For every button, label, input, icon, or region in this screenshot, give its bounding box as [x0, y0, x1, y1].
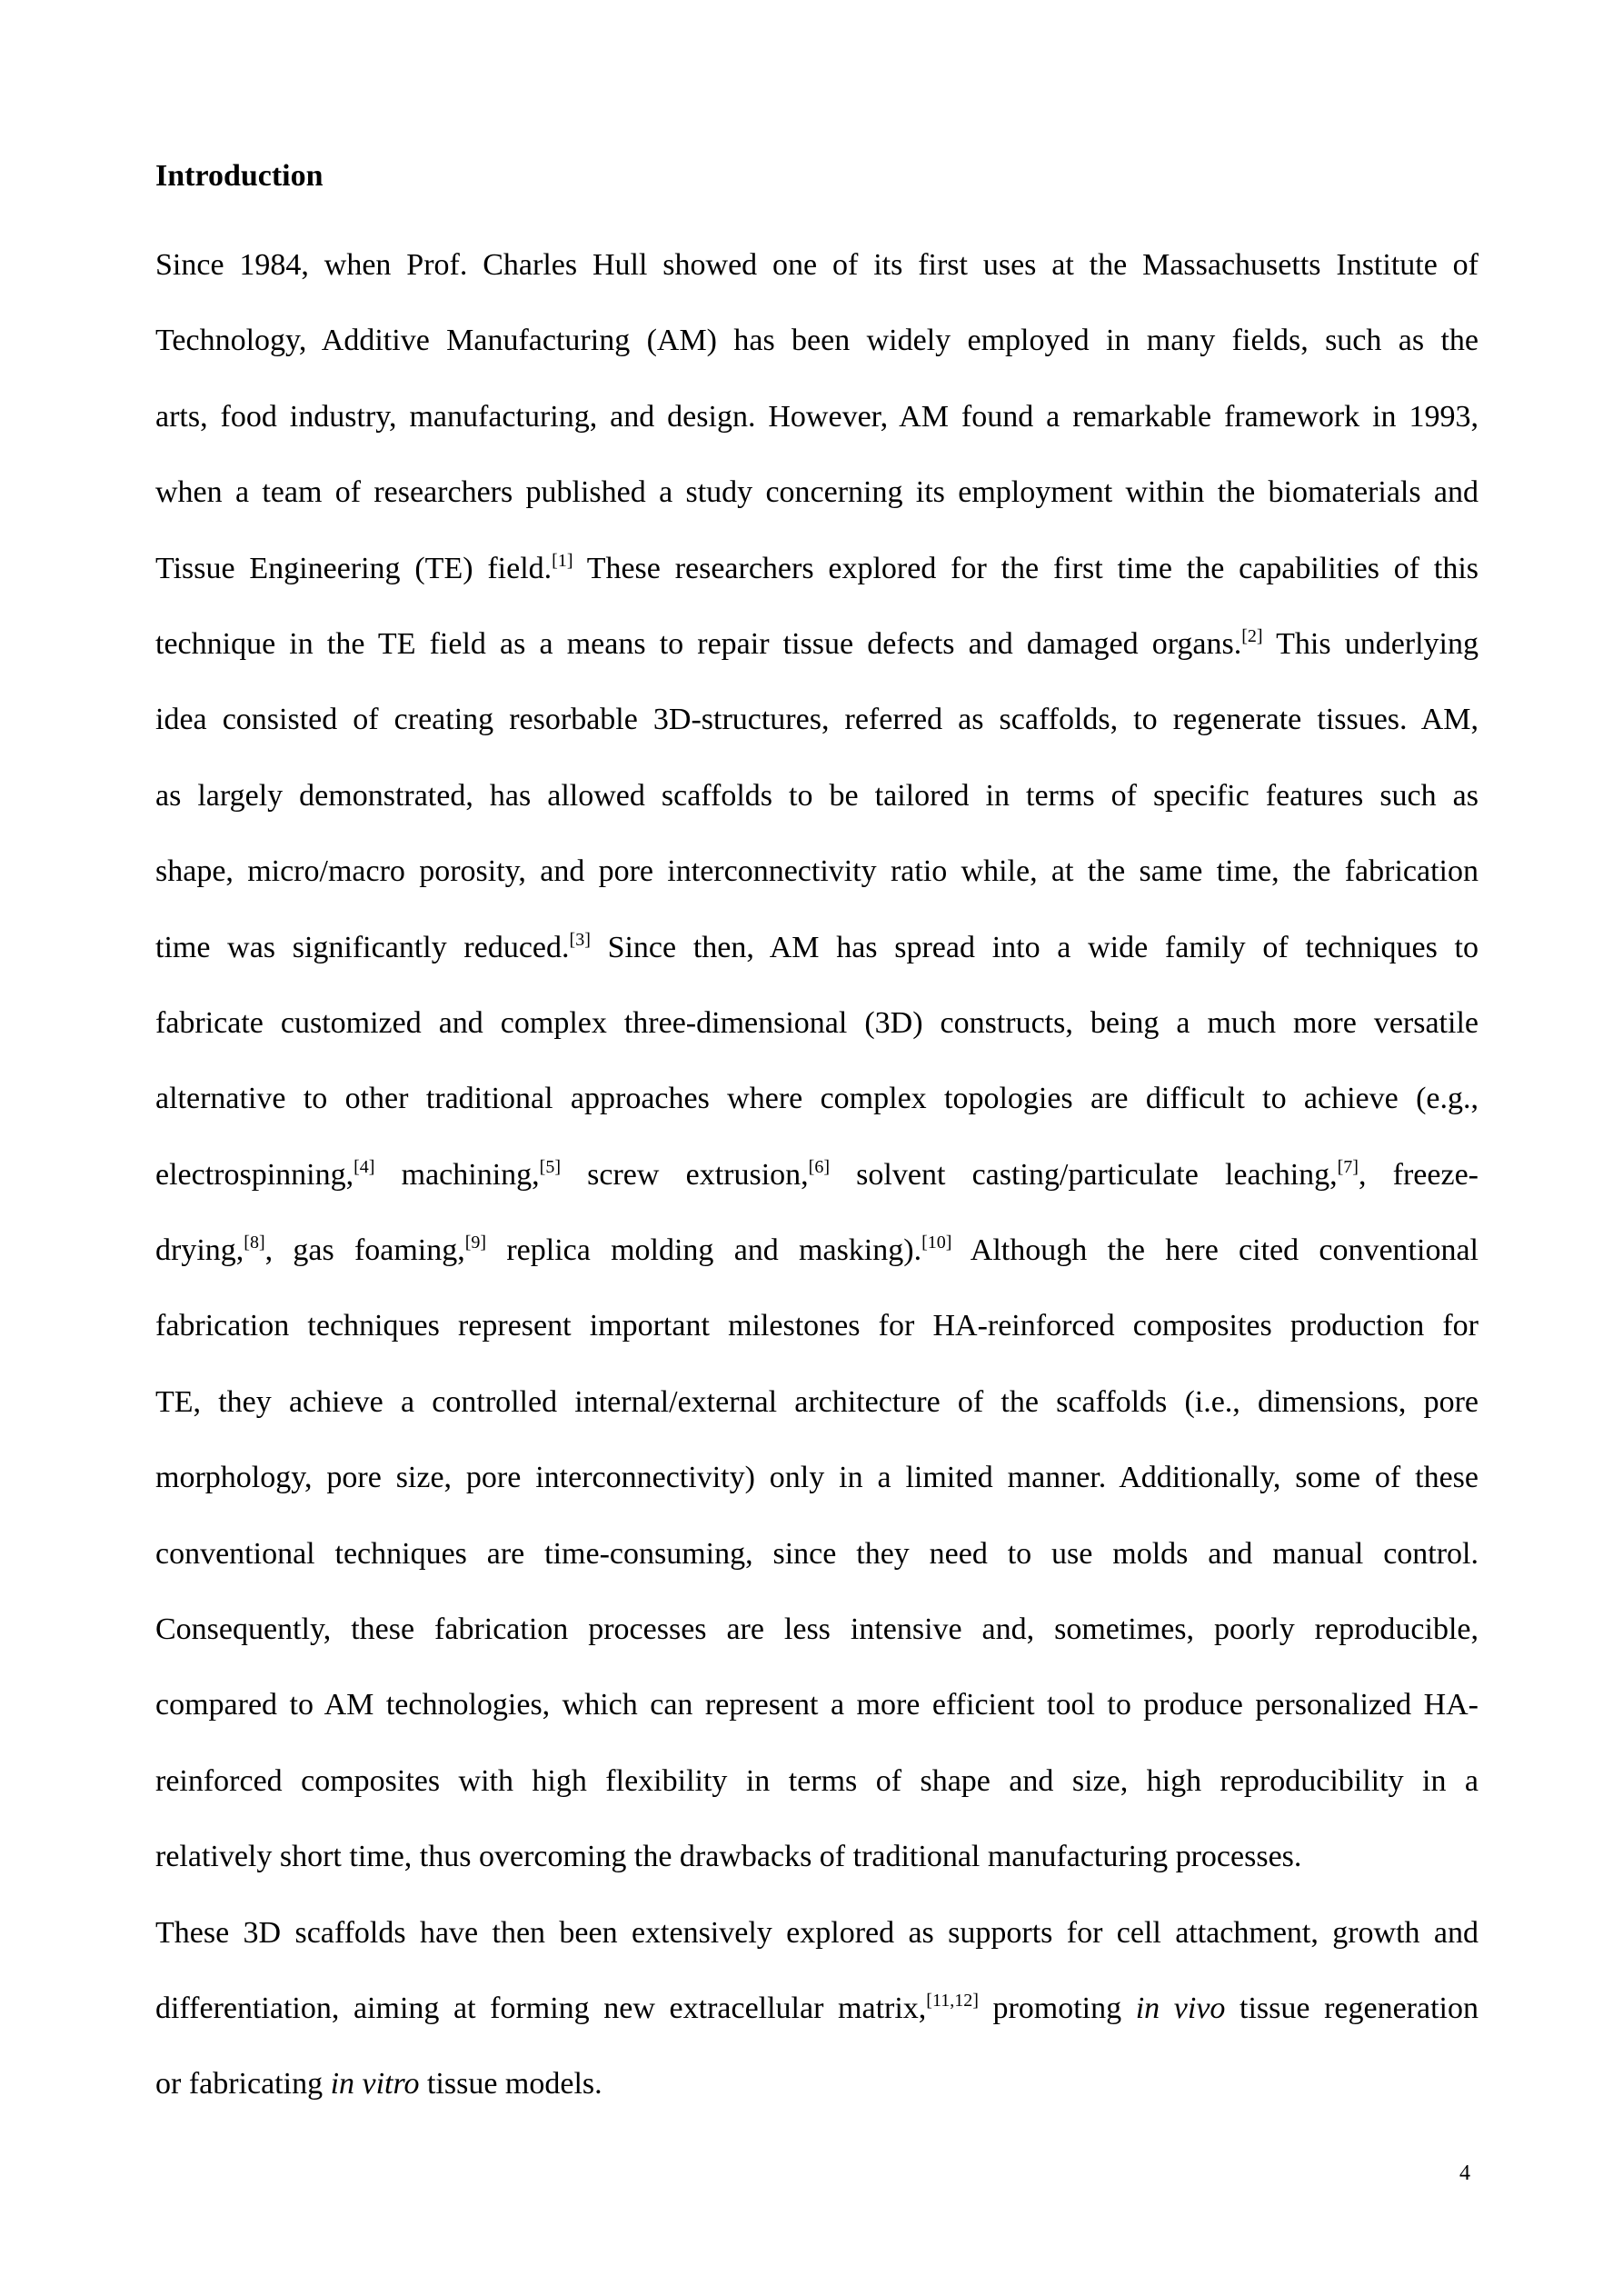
text-line [155, 1683, 1479, 1759]
text-line [155, 319, 1479, 394]
text-segment: Since 1984, when Prof. Charles Hull showed one of its first uses at the Massachusetts Institute of [155, 248, 1479, 282]
text-segment: machining, [374, 1157, 540, 1192]
text-segment: electrospinning, [155, 1157, 354, 1192]
text-line [155, 1456, 1479, 1532]
text-line [155, 850, 1479, 925]
text-line [155, 471, 1479, 546]
text-line [155, 1002, 1479, 1077]
text-line [155, 1987, 1479, 2062]
text-segment: replica molding and masking). [486, 1233, 922, 1268]
text-line [155, 1077, 1479, 1153]
text-segment: compared to AM technologies, which can represent a more efficient tool to produce personalized HA- [155, 1688, 1479, 1722]
text-segment: conventional techniques are time-consuming, since they need to use molds and manual control. [155, 1536, 1479, 1571]
text-segment: when a team of researchers published a study concerning its employment within the biomaterials and [155, 475, 1479, 510]
text-line [155, 1304, 1479, 1380]
citation-marker: [8] [244, 1233, 265, 1253]
text-segment: or fabricating [155, 2067, 331, 2101]
text-segment: tissue regeneration [1225, 1991, 1479, 2025]
text-segment: drying, [155, 1233, 244, 1268]
text-segment: alternative to other traditional approaches where complex topologies are difficult to achieve (e.g., [155, 1082, 1479, 1116]
text-segment: , freeze- [1358, 1157, 1479, 1192]
citation-marker: [9] [464, 1233, 487, 1253]
text-segment: reinforced composites with high flexibility in terms of shape and size, high reproducibility in a [155, 1763, 1479, 1798]
citation-marker: [3] [569, 929, 591, 950]
text-segment: TE, they achieve a controlled internal/external architecture of the scaffolds (i.e., dimensions, pore [155, 1384, 1479, 1419]
text-segment: Consequently, these fabrication processes are less intensive and, sometimes, poorly reproducible, [155, 1612, 1479, 1647]
text-line [155, 698, 1479, 774]
citation-marker: [4] [353, 1156, 375, 1177]
text-line [155, 1532, 1479, 1608]
text-line [155, 623, 1479, 698]
text-line [155, 1912, 1479, 1987]
italic-term: in vitro [330, 2067, 420, 2101]
citation-marker: [11,12] [926, 1990, 979, 2011]
text-segment: idea consisted of creating resorbable 3D-structures, referred as scaffolds, to regenerate tissues. AM, [155, 703, 1479, 737]
text-line [155, 926, 1479, 1002]
text-segment: Since then, AM has spread into a wide family of techniques to [590, 930, 1479, 964]
text-segment: fabricate customized and complex three-dimensional (3D) constructs, being a much more versatile [155, 1005, 1479, 1040]
text-segment: tissue models. [419, 2067, 602, 2101]
text-line [155, 547, 1479, 623]
text-segment: arts, food industry, manufacturing, and design. However, AM found a remarkable framework in 1993, [155, 399, 1479, 434]
text-segment: , gas foaming, [264, 1233, 465, 1268]
text-segment: shape, micro/macro porosity, and pore interconnectivity ratio while, at the same time, the fabrication [155, 854, 1479, 889]
text-segment: Tissue Engineering (TE) field. [155, 551, 553, 585]
text-segment: These 3D scaffolds have then been extensively explored as supports for cell attachment, growth and [155, 1915, 1479, 1950]
text-segment: morphology, pore size, pore interconnectivity) only in a limited manner. Additionally, some of these [155, 1461, 1479, 1495]
text-segment: as largely demonstrated, has allowed scaffolds to be tailored in terms of specific features such as [155, 778, 1479, 813]
text-segment: promoting [978, 1991, 1136, 2025]
citation-marker: [1] [552, 550, 573, 571]
text-line [155, 1608, 1479, 1683]
text-segment: These researchers explored for the first time the capabilities of this [573, 551, 1479, 585]
text-segment: differentiation, aiming at forming new extracellular matrix, [155, 1991, 927, 2025]
page-number: 4 [1459, 2161, 1470, 2185]
text-segment: solvent casting/particulate leaching, [830, 1157, 1338, 1192]
text-line [155, 1835, 1479, 1911]
citation-marker: [10] [921, 1233, 952, 1253]
citation-marker: [2] [1241, 625, 1263, 646]
text-line [155, 1153, 1479, 1229]
introduction-body [155, 244, 1479, 2139]
italic-term: in vivo [1135, 1991, 1226, 2025]
text-segment: fabrication techniques represent important milestones for HA-reinforced composites production for [155, 1309, 1479, 1343]
citation-marker: [5] [539, 1156, 561, 1177]
text-line [155, 774, 1479, 850]
text-line [155, 2062, 1479, 2138]
text-segment: This underlying [1262, 626, 1479, 661]
text-line [155, 1381, 1479, 1456]
text-segment: Technology, Additive Manufacturing (AM) has been widely employed in many fields, such as the [155, 324, 1479, 358]
text-line [155, 1760, 1479, 1835]
text-segment: relatively short time, thus overcoming the drawbacks of traditional manufacturing processes. [155, 1840, 1302, 1874]
citation-marker: [7] [1337, 1156, 1359, 1177]
text-line [155, 1229, 1479, 1304]
text-line [155, 244, 1479, 319]
text-line [155, 395, 1479, 471]
text-segment: time was significantly reduced. [155, 930, 570, 964]
text-segment: screw extrusion, [560, 1157, 809, 1192]
text-segment: Although the here cited conventional [951, 1233, 1479, 1268]
section-heading: Introduction [155, 159, 324, 193]
text-segment: technique in the TE field as a means to repair tissue defects and damaged organs. [155, 626, 1242, 661]
citation-marker: [6] [808, 1156, 830, 1177]
